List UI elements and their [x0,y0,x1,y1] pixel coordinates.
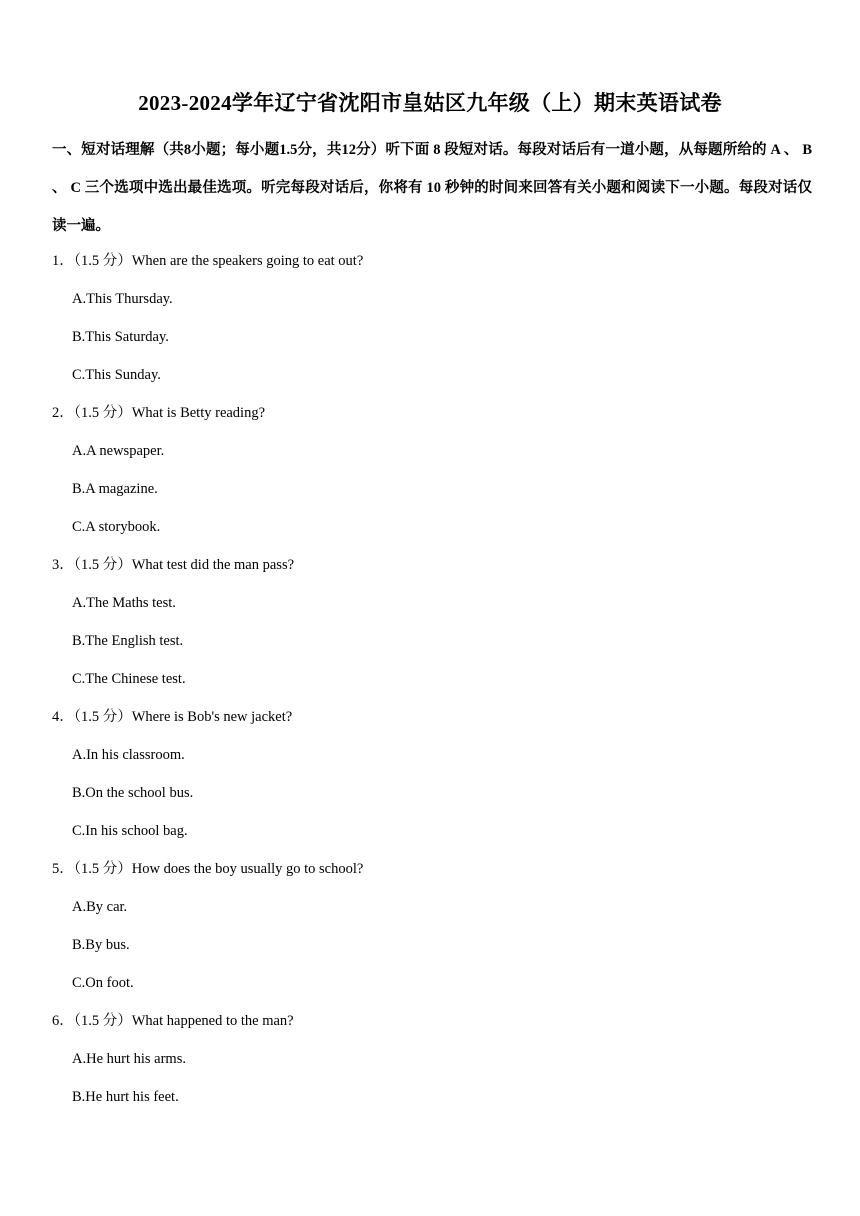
option-c: C.In his school bag. [72,823,188,839]
option-b: B.The English test. [72,633,184,649]
option-c: C.The Chinese test. [72,671,186,687]
option-b: B.This Saturday. [72,329,169,345]
option-b: B.By bus. [72,937,130,953]
option-a: A.By car. [72,899,128,915]
option-b: B.On the school bus. [72,785,194,801]
question-1 [52,242,812,394]
option-a: A.This Thursday. [72,291,173,307]
option-c: C.On foot. [72,975,134,991]
question-stem: 5．（1.5 分）How does the boy usually go to school? [52,861,364,877]
question-4 [52,698,812,850]
section-instructions: 一、短对话理解（共8小题；每小题1.5分，共12分）听下面 8 段短对话。每段对话后有一道小题，从每题所给的 A 、 B 、 C 三个选项中选出最佳选项。听完每段对话后，你将有 10 秒钟的时间来回答有关小题和阅读下一小题。每段对话仅读一遍。 [52,142,812,234]
option-c: C.A storybook. [72,519,161,535]
question-list [52,242,812,1116]
question-stem: 4．（1.5 分）Where is Bob's new jacket? [52,709,293,725]
option-c: C.This Sunday. [72,367,161,383]
question-6 [52,1002,812,1116]
question-stem: 3．（1.5 分）What test did the man pass? [52,557,295,573]
question-stem: 1．（1.5 分）When are the speakers going to eat out? [52,253,364,269]
question-3 [52,546,812,698]
question-2 [52,394,812,546]
option-b: B.He hurt his feet. [72,1089,179,1105]
option-a: A.In his classroom. [72,747,185,763]
option-a: A.A newspaper. [72,443,165,459]
option-a: A.The Maths test. [72,595,176,611]
question-stem: 2．（1.5 分）What is Betty reading? [52,405,266,421]
question-stem: 6．（1.5 分）What happened to the man? [52,1013,294,1029]
option-a: A.He hurt his arms. [72,1051,186,1067]
page-title: 2023-2024学年辽宁省沈阳市皇姑区九年级（上）期末英语试卷 [138,91,722,115]
option-b: B.A magazine. [72,481,158,497]
question-5 [52,850,812,1002]
